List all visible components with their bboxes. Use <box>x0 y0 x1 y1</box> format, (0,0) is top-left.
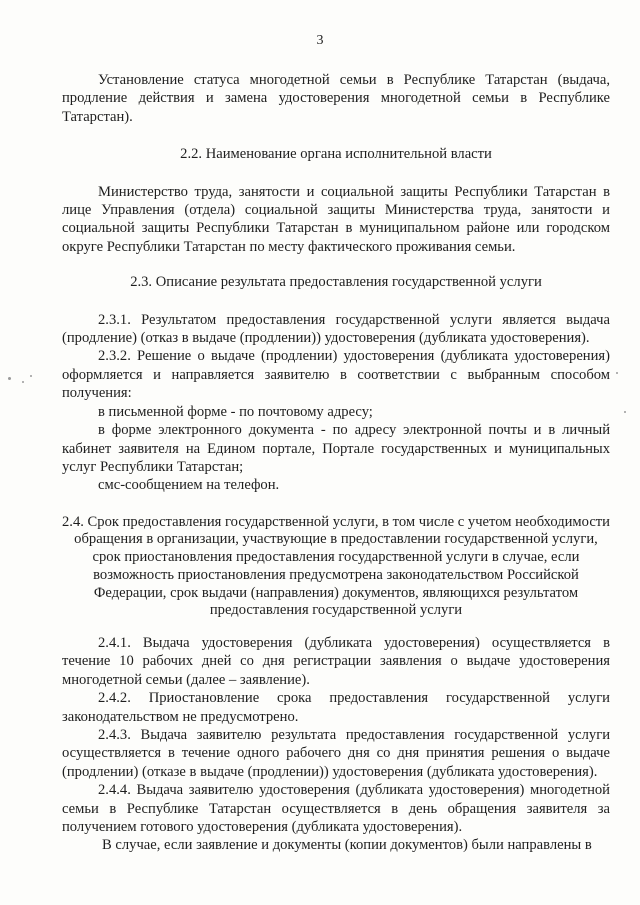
scan-artifact <box>30 375 32 377</box>
paragraph-2-3-1: 2.3.1. Результатом предоставления государственной услуги является выдача (продление) (отказ в выдаче (продлении)) удостоверения (дубликата удостоверения). <box>62 311 610 347</box>
document-body <box>62 71 610 855</box>
page-number: 3 <box>316 33 324 48</box>
paragraph-2-3-2: 2.3.2. Решение о выдаче (продлении) удостоверения (дубликата удостоверения) оформляется и направляется заявителю в соответствии с выбранным способом получения: <box>62 348 610 402</box>
paragraph-2-4-4: 2.4.4. Выдача заявителю удостоверения (дубликата удостоверения) многодетной семьи в Республике Татарстан осуществляется в день обращения заявителя за получением готового удостоверения (дубликата удостоверения). <box>62 782 610 835</box>
scan-artifact <box>616 372 618 374</box>
continuation-paragraph: В случае, если заявление и документы (копии документов) были направлены в <box>102 837 592 854</box>
delivery-option-electronic: в форме электронного документа - по адресу электронной почты и в личный кабинет заявителя на Едином портале, Портале государственных и муниципальных услуг Республики Татарстан; <box>62 422 610 475</box>
scan-artifact <box>22 381 24 383</box>
section-heading-2-4: 2.4. Срок предоставления государственной услуги, в том числе с учетом необходимости обращения в организации, участвующие в предоставлении государственной услуги, срок приостановления предоставления государственной услуги в случае, если возможность приостановления предусмотрена законодательством Российской Федерации, срок выдачи (направления) документов, являющихся результатом предоставления государственной услуги <box>62 513 610 619</box>
service-name-paragraph: Установление статуса многодетной семьи в Республике Татарстан (выдача, продление действия и замена удостоверения многодетной семьи в Республике Татарстан). <box>62 72 610 125</box>
delivery-option-sms: смс-сообщением на телефон. <box>98 477 280 494</box>
paragraph-2-4-3: 2.4.3. Выдача заявителю результата предоставления государственной услуги осуществляется в течение одного рабочего дня со дня принятия решения о выдаче (продлении) (отказе в выдаче (продлении)) удостоверения (дубликата удостоверения). <box>62 726 610 780</box>
delivery-option-written: в письменной форме - по почтовому адресу; <box>98 403 373 420</box>
scan-artifact <box>624 411 626 413</box>
paragraph-2-4-2: 2.4.2. Приостановление срока предоставления государственной услуги законодательством не предусмотрено. <box>62 690 610 725</box>
scan-artifact <box>8 377 11 380</box>
section-heading-2-2: 2.2. Наименование органа исполнительной власти <box>180 146 492 163</box>
section-heading-2-3: 2.3. Описание результата предоставления государственной услуги <box>130 274 542 291</box>
authority-paragraph: Министерство труда, занятости и социальной защиты Республики Татарстан в лице Управления (отдела) социальной защиты Министерства труда, занятости и социальной защиты Республики Татарстан в муниципальном районе или городском округе Республики Татарстан по месту фактического проживания семьи. <box>62 183 610 255</box>
paragraph-2-4-1: 2.4.1. Выдача удостоверения (дубликата удостоверения) осуществляется в течение 10 рабочих дней со дня регистрации заявления о выдаче удостоверения многодетной семьи (далее – заявление). <box>62 634 610 688</box>
